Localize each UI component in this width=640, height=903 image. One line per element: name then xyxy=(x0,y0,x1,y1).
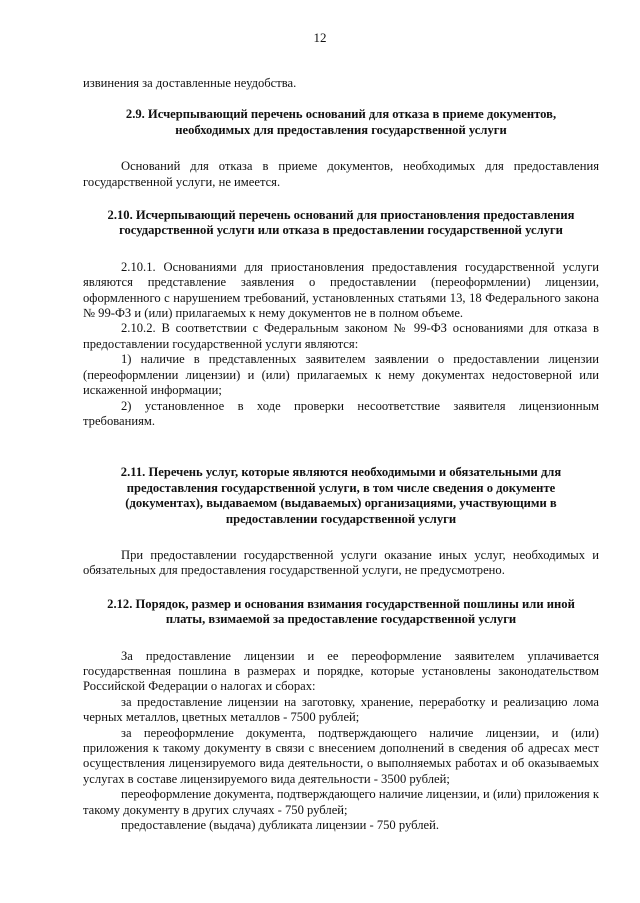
section-2-10-heading: 2.10. Исчерпывающий перечень оснований для приостановления предоставления государственной услуги или отказа в предоставлении государственной услуги xyxy=(107,208,575,238)
section-2-10-paragraph-1: 2.10.1. Основаниями для приостановления предоставления государственной услуги являются представление заявления о предоставлении (переоформлении) лицензии, оформленного с нарушением требований, установленных статьями 13, 18 Федерального закона № 99-ФЗ и (или) прилагаемых к нему документов не в полном объеме. xyxy=(83,259,599,321)
section-2-10-paragraph-3: 1) наличие в представленных заявителем заявлении о предоставлении лицензии (переоформлении лицензии) и (или) прилагаемых к нему документах недостоверной или искаженной информации; xyxy=(83,352,599,398)
section-2-12 xyxy=(83,597,599,834)
section-2-10-paragraph-2: 2.10.2. В соответствии с Федеральным законом № 99-ФЗ основаниями для отказа в предоставлении государственной услуги являются: xyxy=(83,321,599,351)
intro-paragraph: извинения за доставленные неудобства. xyxy=(83,76,297,90)
section-2-11-paragraph-1: При предоставлении государственной услуги оказание иных услуг, необходимых и обязательных для предоставления государственной услуги, не предусмотрено. xyxy=(83,547,599,578)
section-2-11 xyxy=(83,465,599,578)
section-2-12-heading: 2.12. Порядок, размер и основания взимания государственной пошлины или иной платы, взимаемой за предоставление государственной услуги xyxy=(107,596,575,627)
section-2-12-paragraph-1: За предоставление лицензии и ее переоформление заявителем уплачивается государственная пошлина в размерах и порядке, которые установлены законодательством Российской Федерации о налогах и сборах: xyxy=(83,648,599,694)
section-2-12-paragraph-5: предоставление (выдача) дубликата лицензии - 750 рублей. xyxy=(121,818,439,833)
section-2-12-paragraph-3: за переоформление документа, подтверждающего наличие лицензии, и (или) приложения к такому документу в связи с внесением дополнений в сведения об адресах мест осуществления лицензируемого вида деятельности, о выполняемых работах и об оказываемых услугах в составе лицензируемого вида деятельности - 3500 рублей; xyxy=(83,725,599,786)
section-2-12-paragraph-2: за предоставление лицензии на заготовку, хранение, переработку и реализацию лома черных металлов, цветных металлов - 7500 рублей; xyxy=(83,694,599,725)
section-2-9-heading: 2.9. Исчерпывающий перечень оснований для отказа в приеме документов, необходимых для предоставления государственной услуги xyxy=(125,107,557,137)
section-2-9 xyxy=(83,107,599,190)
section-2-10 xyxy=(83,208,599,429)
section-2-10-paragraph-4: 2) установленное в ходе проверки несоответствие заявителя лицензионным требованиям. xyxy=(83,398,599,428)
section-2-11-heading: 2.11. Перечень услуг, которые являются необходимыми и обязательными для предоставления государственной услуги, в том числе сведения о документе (документах), выдаваемом (выдаваемых) организациями, участвующими в предоставлении государственной услуги xyxy=(120,465,562,526)
document-body xyxy=(83,76,599,833)
section-2-9-paragraph-1: Оснований для отказа в приеме документов, необходимых для предоставления государственной услуги, не имеется. xyxy=(83,159,599,189)
section-2-12-paragraph-4: переоформление документа, подтверждающего наличие лицензии, и (или) приложения к такому документу в других случаях - 750 рублей; xyxy=(83,787,599,817)
page-number: 12 xyxy=(313,30,327,45)
